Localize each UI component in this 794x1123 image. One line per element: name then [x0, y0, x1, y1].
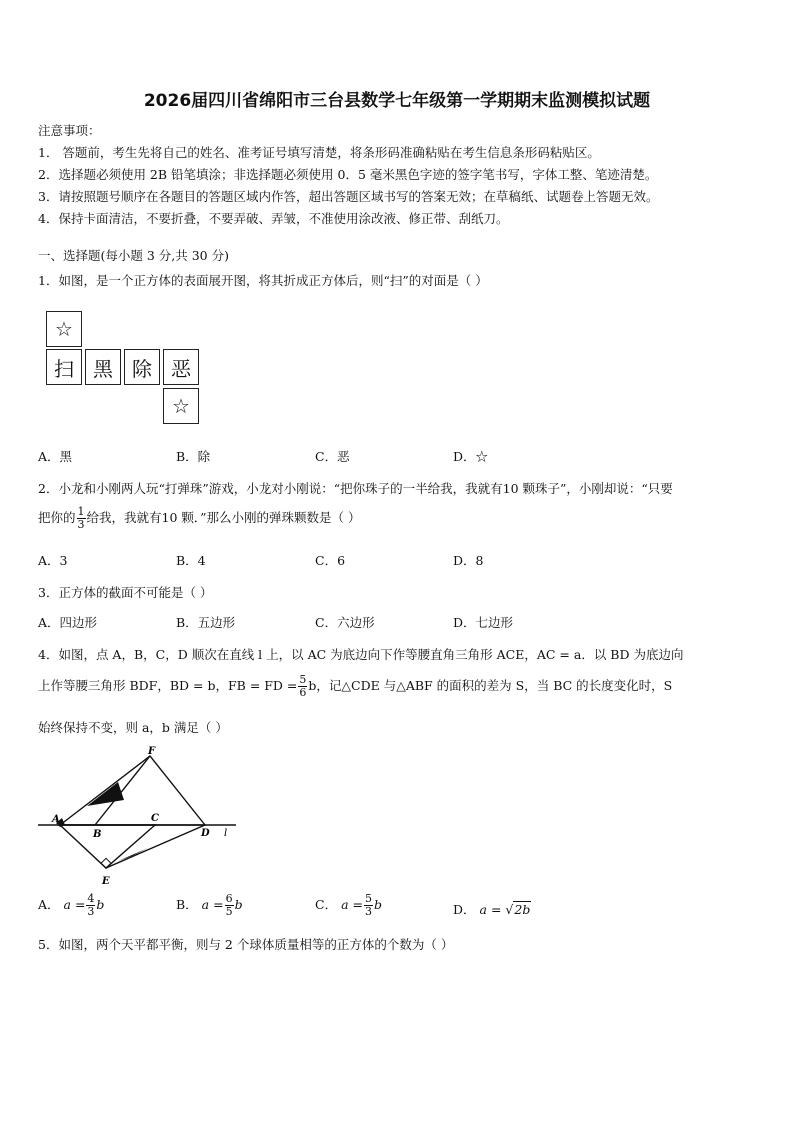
- label-l: l: [224, 828, 228, 839]
- q5-stem: 5．如图，两个天平都平衡，则与 2 个球体质量相等的正方体的个数为（ ）: [38, 937, 454, 952]
- q4-option-a-var: b: [96, 897, 105, 912]
- label-e: E: [102, 876, 110, 886]
- q2-line2: [38, 506, 361, 531]
- q4-option-b-var: b: [234, 897, 243, 912]
- net-cell-hei: 黑: [85, 349, 121, 385]
- q4-option-a-fraction: [86, 893, 95, 918]
- q4-line2: [38, 674, 672, 699]
- q4-option-b[interactable]: [176, 893, 243, 918]
- q4-line2-b: b，记△CDE 与△ABF 的面积的差为 S，当 BC 的长度变化时，S: [308, 678, 673, 693]
- q3-option-c[interactable]: C．六边形: [315, 615, 375, 630]
- q2-fraction-num: 1: [77, 505, 85, 518]
- q2-option-b[interactable]: B．4: [176, 553, 206, 568]
- notice-item-2: 2．选择题必须使用 2B 铅笔填涂；非选择题必须使用 0．5 毫米黑色字迹的签字笔书写，字体工整、笔迹清楚。: [38, 167, 658, 182]
- q4-option-d-expr: a =: [479, 902, 502, 917]
- triangle-bdf-outline: [60, 756, 205, 825]
- q1-option-d[interactable]: D．☆: [453, 449, 489, 464]
- q2-option-d[interactable]: D．8: [453, 553, 484, 568]
- q1-option-a[interactable]: A．黑: [38, 449, 73, 464]
- q4-option-a-expr: a =: [63, 897, 86, 912]
- section-heading: 一、选择题(每小题 3 分,共 30 分): [38, 248, 229, 263]
- q4-option-a-num: 4: [87, 892, 95, 905]
- q4-fraction-den: 6: [299, 686, 307, 699]
- label-c: C: [151, 813, 159, 824]
- net-cell-chu: 除: [124, 349, 160, 385]
- triangle-ace: [60, 825, 155, 868]
- q1-option-b[interactable]: B．除: [176, 449, 211, 464]
- q1-option-c[interactable]: C．恶: [315, 449, 350, 464]
- notice-item-1: 1． 答题前，考生先将自己的姓名、准考证号填写清楚，将条形码准确粘贴在考生信息条形码粘贴区。: [38, 145, 600, 160]
- q1-stem: 1．如图，是一个正方体的表面展开图，将其折成正方体后，则“扫”的对面是（ ）: [38, 273, 488, 288]
- shaded-region-cde: [118, 848, 148, 861]
- q4-line2-a: 上作等腰三角形 BDF，BD = b，FB = FD =: [38, 678, 298, 693]
- label-f: F: [148, 746, 156, 757]
- net-cell-top-star: ☆: [46, 311, 82, 347]
- q4-option-c-num: 5: [364, 892, 372, 905]
- sqrt-symbol: √: [505, 902, 514, 917]
- q4-option-a-den: 3: [87, 905, 95, 918]
- q2-option-a[interactable]: A．3: [38, 553, 68, 568]
- q2-line1: 2．小龙和小刚两人玩“打弹珠”游戏，小龙对小刚说：“把你珠子的一半给我，我就有10 颗珠子”，小刚却说：“只要: [38, 481, 673, 496]
- q3-option-b[interactable]: B．五边形: [176, 615, 236, 630]
- q4-fraction-num: 5: [299, 673, 307, 686]
- q4-geometry-figure: [38, 744, 238, 886]
- q2-option-c[interactable]: C．6: [315, 553, 346, 568]
- q2-line2-pre: 把你的: [38, 510, 76, 525]
- q4-option-c[interactable]: [315, 893, 382, 918]
- notice-item-4: 4．保持卡面清洁，不要折叠，不要弄破、弄皱，不准使用涂改液、修正带、刮纸刀。: [38, 211, 509, 226]
- shaded-region-abf: [87, 782, 124, 806]
- q4-option-b-expr: a =: [201, 897, 224, 912]
- notice-heading: 注意事项：: [38, 123, 101, 138]
- q4-option-b-fraction: [225, 893, 234, 918]
- q2-fraction-den: 3: [77, 518, 85, 531]
- q4-line1: 4．如图，点 A，B，C，D 顺次在直线 l 上，以 AC 为底边向下作等腰直角三角形 ACE，AC = a．以 BD 为底边向: [38, 647, 684, 662]
- q4-option-d[interactable]: [453, 900, 531, 918]
- q4-option-b-label: B．: [176, 897, 198, 912]
- label-a: A: [52, 814, 60, 825]
- q2-line2-post: 给我，我就有10 颗．”那么小刚的弹珠颗数是（ ）: [86, 510, 361, 525]
- q3-option-a[interactable]: A．四边形: [38, 615, 98, 630]
- label-d: D: [201, 828, 210, 839]
- q4-option-b-den: 5: [225, 905, 233, 918]
- q4-option-c-expr: a =: [341, 897, 363, 912]
- segment-ed: [106, 825, 205, 868]
- label-b: B: [93, 829, 102, 840]
- q4-option-c-fraction: [364, 893, 373, 918]
- q3-option-d[interactable]: D．七边形: [453, 615, 514, 630]
- q4-option-d-label: D．: [453, 902, 476, 917]
- q4-option-a-label: A．: [38, 897, 60, 912]
- q4-option-c-var: b: [373, 897, 382, 912]
- q3-stem: 3．正方体的截面不可能是（ ）: [38, 585, 213, 600]
- q2-fraction: [77, 506, 86, 531]
- q4-option-c-den: 3: [364, 905, 372, 918]
- page-title: 2026届四川省绵阳市三台县数学七年级第一学期期末监测模拟试题: [143, 91, 651, 111]
- net-cell-sao: 扫: [46, 349, 82, 385]
- net-cell-bottom-star: ☆: [163, 388, 199, 424]
- q4-option-c-label: C．: [315, 897, 338, 912]
- q4-option-b-num: 6: [225, 892, 233, 905]
- q4-line3: 始终保持不变，则 a，b 满足（ ）: [38, 720, 228, 735]
- net-cell-e: 恶: [163, 349, 199, 385]
- q4-fraction: [298, 674, 307, 699]
- q4-option-a[interactable]: [38, 893, 104, 918]
- q4-option-d-radicand: 2b: [514, 902, 531, 917]
- notice-item-3: 3．请按照题号顺序在各题目的答题区域内作答，超出答题区域书写的答案无效；在草稿纸、试题卷上答题无效。: [38, 189, 659, 204]
